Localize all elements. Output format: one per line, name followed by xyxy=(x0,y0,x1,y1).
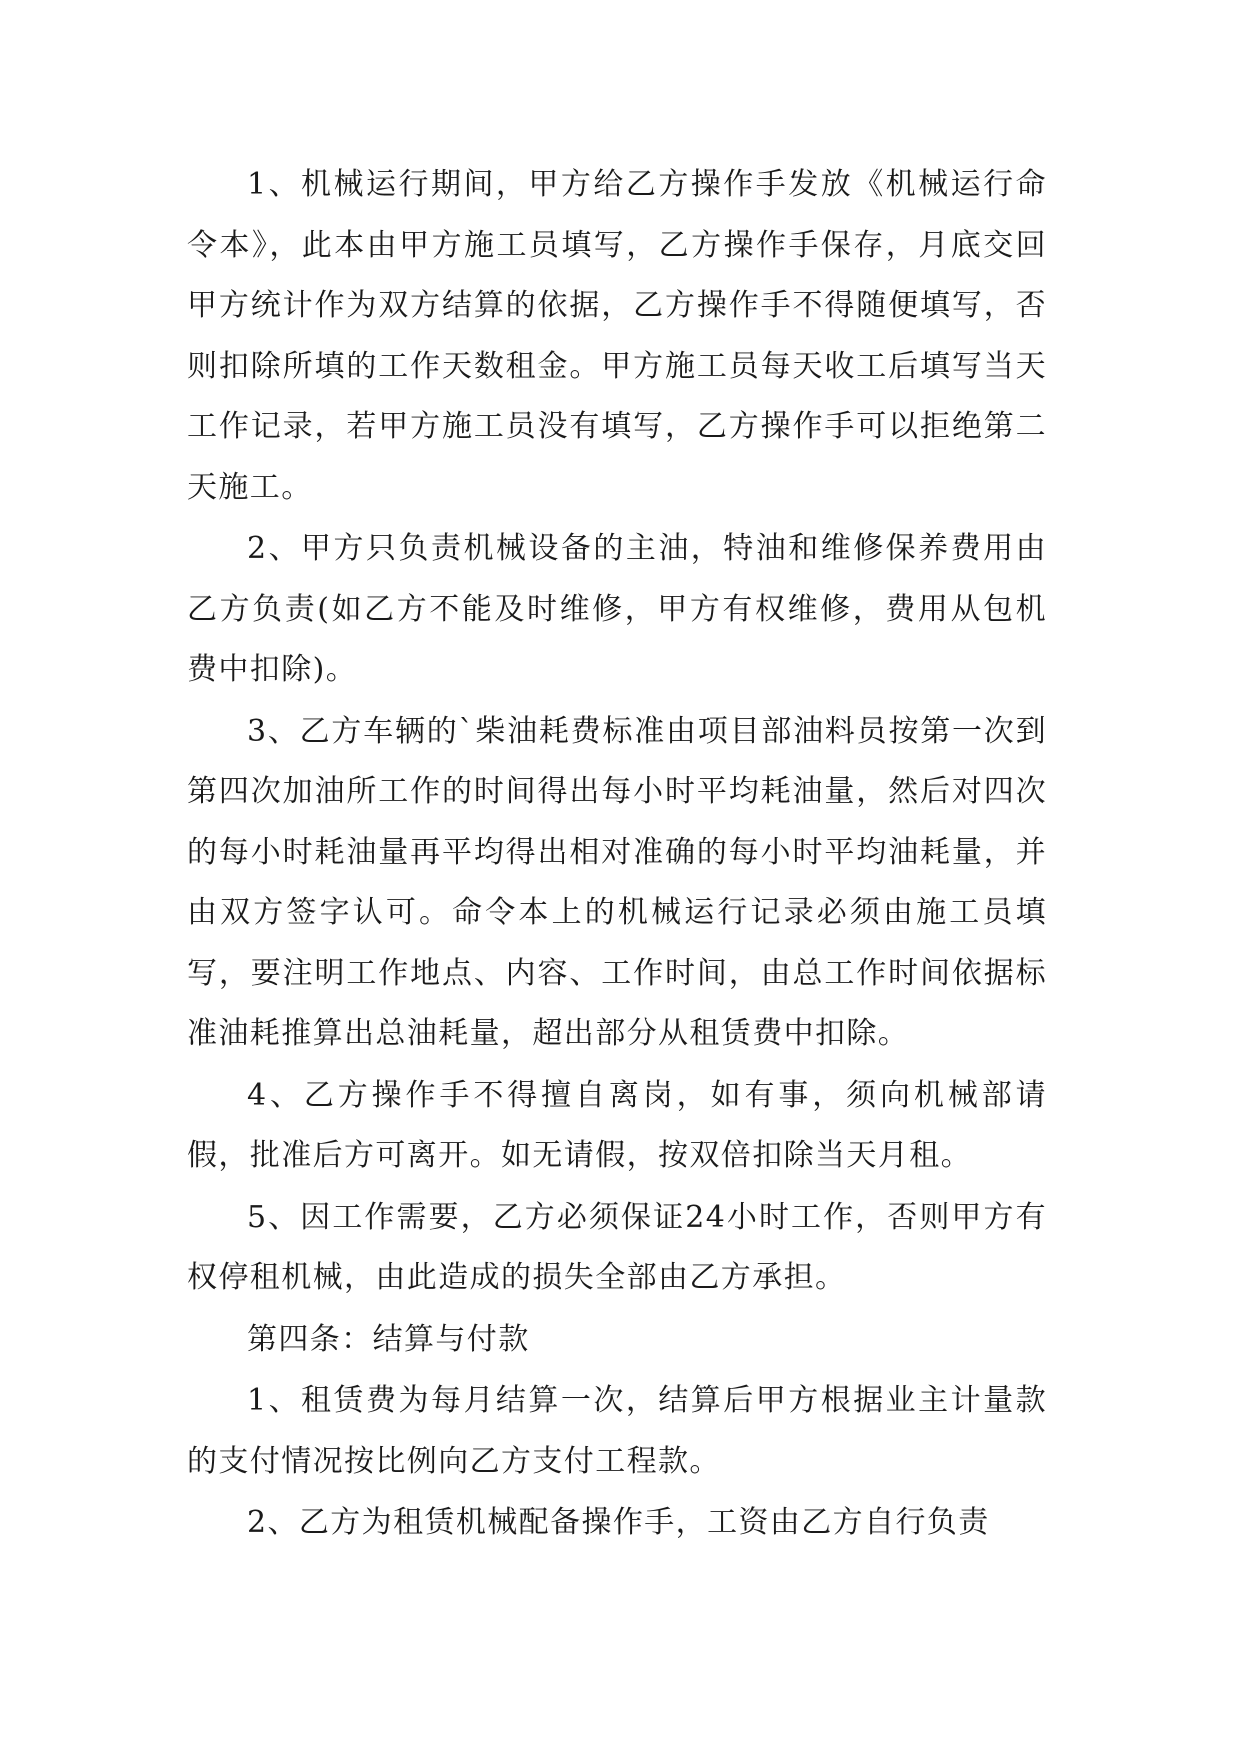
clause-5-paragraph: 5、因工作需要，乙方必须保证24小时工作，否则甲方有权停租机械，由此造成的损失全部由乙方承担。 xyxy=(187,1199,1047,1295)
article-4-heading: 第四条：结算与付款 xyxy=(247,1321,530,1357)
clause-3-paragraph: 3、乙方车辆的`柴油耗费标准由项目部油料员按第一次到第四次加油所工作的时间得出每小时平均耗油量，然后对四次的每小时耗油量再平均得出相对准确的每小时平均油耗量，并由双方签字认可。命令本上的机械运行记录必须由施工员填写，要注明工作地点、内容、工作时间，由总工作时间依据标准油耗推算出总油耗量，超出部分从租赁费中扣除。 xyxy=(187,713,1047,1051)
payment-clause-2-paragraph: 2、乙方为租赁机械配备操作手，工资由乙方自行负责 xyxy=(247,1505,990,1540)
document-body xyxy=(187,155,1047,1554)
clause-1-paragraph: 1、机械运行期间，甲方给乙方操作手发放《机械运行命令本》，此本由甲方施工员填写，乙方操作手保存，月底交回甲方统计作为双方结算的依据，乙方操作手不得随便填写，否则扣除所填的工作天数租金。甲方施工员每天收工后填写当天工作记录，若甲方施工员没有填写，乙方操作手可以拒绝第二天施工。 xyxy=(187,167,1047,505)
payment-clause-1-paragraph: 1、租赁费为每月结算一次，结算后甲方根据业主计量款的支付情况按比例向乙方支付工程款。 xyxy=(187,1383,1047,1479)
clause-4-paragraph: 4、乙方操作手不得擅自离岗，如有事，须向机械部请假，批准后方可离开。如无请假，按双倍扣除当天月租。 xyxy=(187,1077,1047,1173)
clause-2-paragraph: 2、甲方只负责机械设备的主油，特油和维修保养费用由乙方负责(如乙方不能及时维修，甲方有权维修，费用从包机费中扣除)。 xyxy=(187,531,1047,687)
